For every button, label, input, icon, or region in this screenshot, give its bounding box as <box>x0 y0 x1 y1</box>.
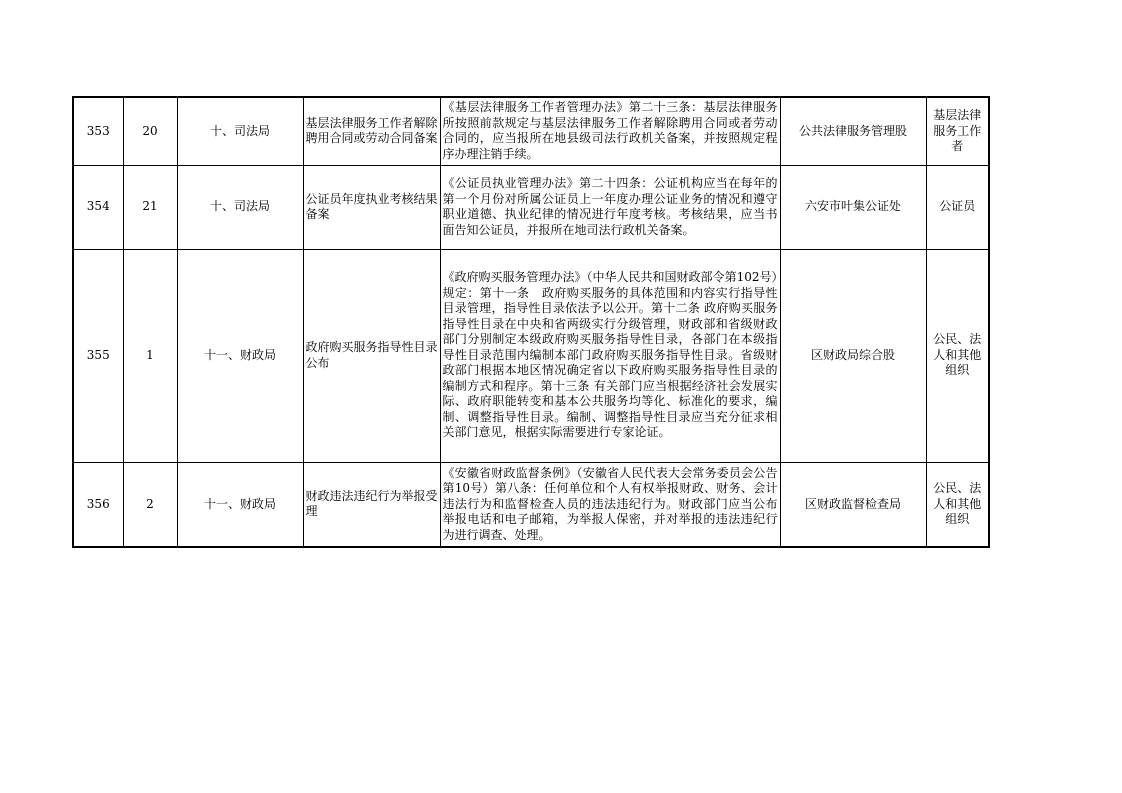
item-name-cell: 政府购买服务指导性目录公布 <box>303 249 440 462</box>
serial-number: 356 <box>73 462 123 547</box>
handling-unit-cell: 区财政监督检查局 <box>780 462 926 547</box>
handling-unit-cell: 公共法律服务管理股 <box>780 97 926 165</box>
target-cell: 公民、法人和其他组织 <box>926 462 989 547</box>
item-name-cell: 财政违法违纪行为举报受理 <box>303 462 440 547</box>
sub-serial-number: 20 <box>123 97 177 165</box>
item-name-cell: 公证员年度执业考核结果备案 <box>303 165 440 249</box>
handling-unit-cell: 六安市叶集公证处 <box>780 165 926 249</box>
department-cell: 十、司法局 <box>177 97 303 165</box>
handling-unit-cell: 区财政局综合股 <box>780 249 926 462</box>
table-row <box>73 249 989 462</box>
legal-basis-cell: 《安徽省财政监督条例》（安徽省人民代表大会常务委员会公告第10号）第八条：任何单位和个人有权举报财政、财务、会计违法行为和监督检查人员的违法违纪行为。财政部门应当公布举报电话和电子邮箱，为举报人保密，并对举报的违法违纪行为进行调查、处理。 <box>440 462 780 547</box>
serial-number: 353 <box>73 97 123 165</box>
catalog-table <box>72 96 990 548</box>
department-cell: 十、司法局 <box>177 165 303 249</box>
table-row <box>73 97 989 165</box>
target-cell: 基层法律服务工作者 <box>926 97 989 165</box>
sub-serial-number: 2 <box>123 462 177 547</box>
legal-basis-cell: 《基层法律服务工作者管理办法》第二十三条：基层法律服务所按照前款规定与基层法律服务工作者解除聘用合同或者劳动合同的，应当报所在地县级司法行政机关备案，并按照规定程序办理注销手续。 <box>440 97 780 165</box>
department-cell: 十一、财政局 <box>177 249 303 462</box>
serial-number: 354 <box>73 165 123 249</box>
target-cell: 公证员 <box>926 165 989 249</box>
legal-basis-cell: 《政府购买服务管理办法》（中华人民共和国财政部令第102号）规定：第十一条 政府购买服务的具体范围和内容实行指导性目录管理，指导性目录依法予以公开。第十二条 政府购买服务指导性目录在中央和省两级实行分级管理，财政部和省级财政部门分别制定本级政府购买服务指导性目录，各部门在本级指导性目录范围内编制本部门政府购买服务指导性目录。省级财政部门根据本地区情况确定省以下政府购买服务指导性目录的编制方式和程序。第十三条 有关部门应当根据经济社会发展实际、政府职能转变和基本公共服务均等化、标准化的要求，编制、调整指导性目录。编制、调整指导性目录应当充分征求相关部门意见，根据实际需要进行专家论证。 <box>440 249 780 462</box>
target-cell: 公民、法人和其他组织 <box>926 249 989 462</box>
sub-serial-number: 21 <box>123 165 177 249</box>
item-name-cell: 基层法律服务工作者解除聘用合同或劳动合同备案 <box>303 97 440 165</box>
department-cell: 十一、财政局 <box>177 462 303 547</box>
legal-basis-cell: 《公证员执业管理办法》第二十四条：公证机构应当在每年的第一个月份对所属公证员上一年度办理公证业务的情况和遵守职业道德、执业纪律的情况进行年度考核。考核结果，应当书面告知公证员，并报所在地司法行政机关备案。 <box>440 165 780 249</box>
serial-number: 355 <box>73 249 123 462</box>
table-row <box>73 462 989 547</box>
table-row <box>73 165 989 249</box>
sub-serial-number: 1 <box>123 249 177 462</box>
